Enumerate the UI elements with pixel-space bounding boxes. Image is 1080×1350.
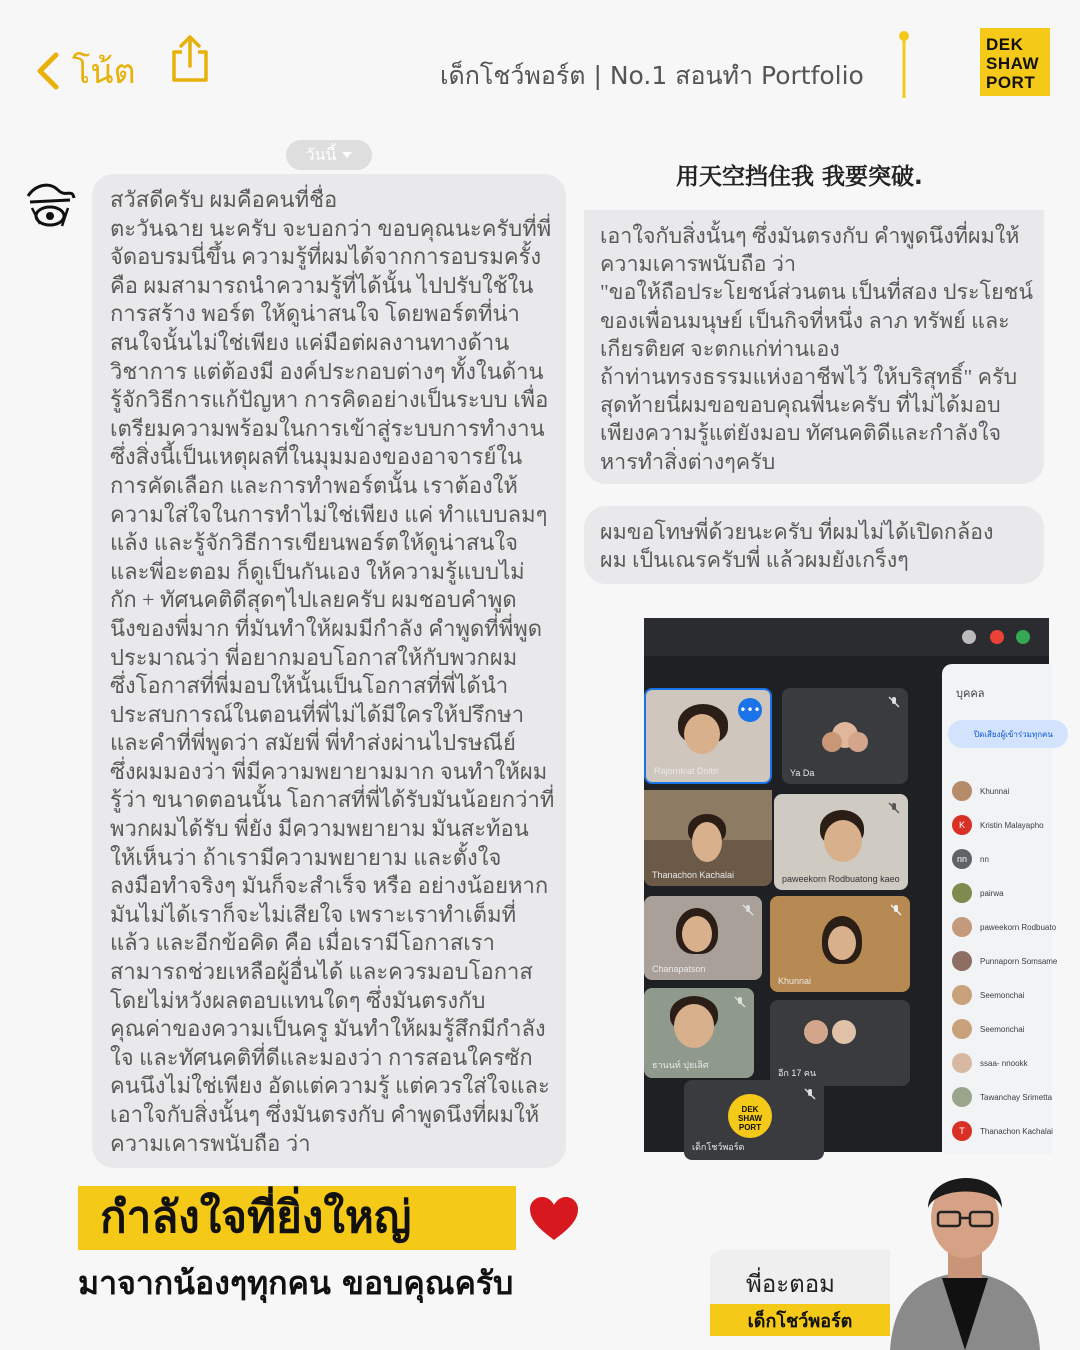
panel-title: บุคคล — [956, 688, 985, 700]
participant-row[interactable] — [952, 848, 989, 870]
participant-row[interactable] — [952, 984, 1024, 1006]
participant-name: Seemonchai — [980, 990, 1025, 1000]
message-line: หารทำสิ่งต่างๆครับ — [600, 449, 776, 474]
top-bar — [0, 0, 1080, 120]
brand-logo-circle: DEK SHAW PORT — [728, 1094, 772, 1138]
message-line: คุณค่าของความเป็นครู มันทำให้ผมรู้สึกมีกำลัง — [110, 1016, 546, 1042]
person-face — [692, 822, 722, 862]
participant-row[interactable] — [952, 1052, 1028, 1074]
person-face — [822, 732, 842, 752]
participant-name: pairwa — [980, 888, 1004, 898]
message-line: กัก + ทัศนคติดีสุดๆไปเลยครับ ผมชอบคำพูด — [110, 587, 517, 613]
person-face — [804, 1020, 828, 1044]
participant-name: Thanachon Kachalai — [980, 1126, 1053, 1136]
participant-row[interactable] — [952, 1018, 1024, 1040]
logo-line: SHAW — [986, 54, 1039, 73]
participant-avatar — [952, 883, 972, 903]
participant-avatar — [952, 917, 972, 937]
message-line: สนใจนั้นไม่ใช่เพียง แค่มือต่ผลงานทางด้าน — [110, 329, 510, 355]
presenter-name: พี่อะตอม — [746, 1270, 835, 1298]
message-line: ถ้าท่านทรงธรรมแห่งอาชีพไว้ ให้บริสุทธิ์" ครับ — [600, 365, 1018, 390]
headline-secondary: มาจากน้องๆทุกคน ขอบคุณครับ — [78, 1264, 514, 1302]
message-line: จัดอบรมนี่ขึ้น ความรู้ที่ผมได้จากการอบรมครั้ง — [110, 244, 542, 270]
message-line: ประสบการณ์ในตอนที่พี่ไม่ได้มีใครให้ปรึกษา — [110, 701, 525, 727]
message-line: ลงมือทำจริงๆ มันก็จะสำเร็จ หรือ อย่างน้อยหาก — [110, 873, 549, 899]
participant-avatar — [952, 951, 972, 971]
mic-off-icon — [742, 904, 754, 916]
tile-name: Rajornkiat Doltri — [654, 766, 719, 776]
message-line: โดยไม่หวังผลตอบแทนใดๆ ซึ่งมันตรงกับ — [110, 987, 486, 1013]
message-line: และคำที่พี่พูดว่า สมัยพี่ พี่ทำส่งผ่านไปรษณีย์ — [110, 730, 516, 756]
extension-icon — [1016, 630, 1030, 644]
message-line: ความเคารพนับถือ ว่า — [110, 1130, 311, 1156]
message-line: มันไม่ได้เราก็จะไม่เสียใจ เพราะเราทำเต็มที่ — [110, 901, 517, 927]
message-line: แล้ง และรู้จักวิธีการเขียนพอร์ตให้ดูน่าสนใจ — [110, 530, 519, 556]
message-line: นึงของพี่มาก ที่มันทำให้ผมมีกำลัง คำพูดที่พี่พูด — [110, 615, 543, 641]
back-label: โน้ต — [72, 52, 136, 92]
message-line: ใจ และทัศนคติที่ดีและมองว่า การสอนใครซัก — [110, 1044, 533, 1070]
message-line: คือ ผมสามารถนำความรู้ที่ได้นั้น ไปปรับใช้ใน — [110, 272, 534, 298]
message-line: สุดท้ายนี่ผมขอขอบคุณพี่นะครับ ที่ไม่ได้มอบ — [600, 393, 1001, 418]
headline-primary: กำลังใจที่ยิ่งใหญ่ — [100, 1192, 412, 1243]
participant-row[interactable] — [952, 814, 1044, 836]
video-tile — [644, 988, 754, 1078]
participant-name: paweekorn Rodbuato — [980, 922, 1057, 932]
tile-name: paweekorn Rodbuatong kaeo — [782, 874, 900, 884]
participant-avatar — [952, 1087, 972, 1107]
participant-row[interactable] — [952, 916, 1056, 938]
mic-off-icon — [734, 996, 746, 1008]
logo-line: PORT — [986, 73, 1036, 92]
participant-row[interactable] — [952, 882, 1004, 904]
message-line: ความเคารพนับถือ ว่า — [600, 252, 797, 277]
participant-name: Punnaporn Somsame — [980, 956, 1058, 966]
message-line: สามารถช่วยเหลือผู้อื่นได้ และควรมอบโอกาส — [110, 959, 533, 985]
extension-icon — [990, 630, 1004, 644]
message-line: พวกผมได้รับ พี่ยัง มีความพยายาม มันสะท้อน — [110, 816, 529, 842]
message-line: การคัดเลือก และการทำพอร์ตนั้น เราต้องให้ — [110, 472, 518, 498]
participant-avatar — [952, 1019, 972, 1039]
share-icon[interactable] — [168, 34, 212, 84]
video-tile — [644, 896, 762, 980]
presenter-photo — [880, 1156, 1050, 1350]
logo-line: DEK — [986, 35, 1024, 54]
message-line: "ขอให้ถือประโยชน์ส่วนตน เป็นที่สอง ประโยชน์ — [600, 280, 1034, 305]
person-face — [824, 820, 862, 862]
participant-avatar — [952, 781, 972, 801]
message-line: เอาใจกับสิ่งนั้นๆ ซึ่งมันตรงกับ คำพูดนึงที่ผมให้ — [600, 224, 1020, 248]
message-line: คนนึงไม่ใช่เพียง อัดแต่ความรู้ แต่ควรใส่ใจและ — [110, 1073, 550, 1099]
message-line: รู้ว่า ขนาดตอนนั้น โอกาสที่พี่ได้รับมันน้อยกว่าที่ — [110, 787, 555, 813]
tile-name: เด็กโชว์พอร์ต — [692, 1142, 745, 1152]
mic-off-icon — [888, 696, 900, 708]
message-bubble-main — [92, 174, 566, 1168]
tile-name: อีก 17 คน — [778, 1068, 817, 1078]
person-face — [828, 926, 856, 960]
message-line: และพี่อะตอม ก็ดูเป็นกันเอง ให้ความรู้แบบไม่ — [110, 558, 525, 584]
participant-avatar — [952, 985, 972, 1005]
caret-down-icon — [342, 152, 352, 158]
message-line: ซึ่งผมมองว่า พี่มีความพยายามมาก จนทำให้ผม — [110, 758, 548, 784]
participant-name: Tawanchay Srimetta — [980, 1092, 1053, 1102]
participant-avatar: K — [952, 815, 972, 835]
message-line: แล้ว และอีกข้อคิด คือ เมื่อเรามีโอกาสเรา — [110, 930, 495, 956]
more-options-icon[interactable]: ••• — [738, 698, 762, 722]
tile-name: Thanachon Kachalai — [652, 870, 735, 880]
mic-off-icon — [890, 904, 902, 916]
star-icon — [962, 630, 976, 644]
tile-name: ธานนท์ ปุยเลิศ — [652, 1060, 709, 1070]
message-line: ตะวันฉาย นะครับ จะบอกว่า ขอบคุณนะครับที่พี่ — [110, 215, 552, 241]
participant-name: nn — [980, 854, 989, 864]
message-line: ประมาณว่า พี่อยากมอบโอกาสให้กับพวกผม — [110, 644, 518, 670]
message-line: ให้เห็นว่า ถ้าเรามีความพยายาม และตั้งใจ — [110, 844, 502, 870]
message-line: เพียงความรู้แต่ยังมอบ ทัศนคติดีและกำลังใจ — [600, 421, 1002, 446]
video-tile — [644, 688, 772, 784]
video-tile — [770, 1000, 910, 1086]
meeting-screenshot — [644, 618, 1058, 1152]
message-bubble-continued — [584, 210, 1044, 484]
video-tile — [774, 794, 908, 890]
message-line: เตรียมความพร้อมในการเข้าสู่ระบบการทำงาน — [110, 415, 545, 441]
participant-name: Kristin Malayapho — [980, 820, 1044, 830]
participant-avatar: T — [952, 1121, 972, 1141]
presenter-tag: เด็กโชว์พอร์ต — [710, 1304, 890, 1336]
message-line: เกียรติยศ จะตกแก่ท่านเอง — [600, 336, 840, 361]
mic-off-icon — [888, 802, 900, 814]
tile-name: Ya Da — [790, 768, 815, 778]
person-face — [684, 714, 720, 754]
message-line: การสร้าง พอร์ต ให้ดูน่าสนใจ โดยพอร์ตที่น่า — [110, 301, 520, 327]
participant-avatar: nn — [952, 849, 972, 869]
person-face — [682, 916, 712, 952]
participant-row[interactable] — [952, 950, 1057, 972]
message-line: ความใส่ใจในการทำไม่ใช่เพียง แค่ ทำแบบลมๆ — [110, 501, 548, 527]
tile-name: Chanapatson — [652, 964, 706, 974]
clipped-line — [600, 214, 1028, 222]
day-selector[interactable] — [286, 140, 372, 170]
participant-name: Khunnai — [980, 786, 1010, 796]
message-line: ของเพื่อนมนุษย์ เป็นกิจที่หนึ่ง ลาภ ทรัพย์ และ — [600, 308, 1010, 333]
participant-row[interactable] — [952, 1086, 1052, 1108]
message-line: ซึ่งสิ่งนี้เป็นเหตุผลที่ในมุมมองของอาจารย์ใน — [110, 444, 523, 470]
person-face — [674, 1004, 714, 1048]
brand-logo — [980, 28, 1050, 96]
mic-off-icon — [804, 1088, 816, 1100]
person-face — [832, 1020, 856, 1044]
participant-row[interactable] — [952, 780, 1009, 802]
back-button[interactable] — [34, 44, 136, 98]
day-label: วันนี้ — [305, 144, 337, 164]
pin-icon — [898, 30, 910, 98]
message-line: สวัสดีครับ ผมคือคนที่ชื่อ — [110, 187, 338, 212]
message-line: ซึ่งโอกาสที่พี่มอบให้นั้นเป็นโอกาสที่พี่ได้นำ — [110, 673, 509, 699]
message-line: ผม เป็นเณรครับพี่ แล้วผมยังเกร็งๆ — [600, 548, 909, 573]
video-tile — [782, 688, 908, 784]
participant-name: Seemonchai — [980, 1024, 1025, 1034]
participants-panel — [942, 664, 1058, 1154]
message-line: วิชาการ แต่ต้องมี องค์ประกอบต่างๆ ทั้งในด้าน — [110, 358, 544, 384]
message-line: เอาใจกับสิ่งนั้นๆ ซึ่งมันตรงกับ คำพูดนึงที่ผมให้ — [110, 1102, 540, 1127]
message-line: ผมขอโทษพี่ด้วยนะครับ ที่ผมไม่ได้เปิดกล้อง — [600, 520, 994, 544]
person-face — [848, 732, 868, 752]
participant-row[interactable] — [952, 1120, 1053, 1142]
chevron-left-icon — [34, 51, 60, 91]
browser-toolbar — [644, 618, 1049, 656]
participant-avatar — [952, 1053, 972, 1073]
tile-name: Khunnai — [778, 976, 812, 986]
brand-line: เด็กโชว์พอร์ต | No.1 สอนทำ Portfolio — [440, 61, 864, 90]
video-tile — [770, 896, 910, 992]
video-tile — [644, 790, 772, 886]
message-bubble-apology — [584, 506, 1044, 584]
mute-all-button[interactable]: ปิดเสียงผู้เข้าร่วมทุกคน — [948, 720, 1068, 748]
avatar — [22, 178, 78, 232]
caption-text: 用天空挡住我 我要突破. — [676, 164, 923, 190]
video-tile — [684, 1080, 824, 1160]
participant-name: ssaa- nnookk — [980, 1058, 1028, 1068]
heart-icon — [528, 1196, 580, 1242]
message-line: รู้จักวิธีการแก้ปัญหา การคิดอย่างเป็นระบบ เพื่อ — [110, 387, 549, 413]
